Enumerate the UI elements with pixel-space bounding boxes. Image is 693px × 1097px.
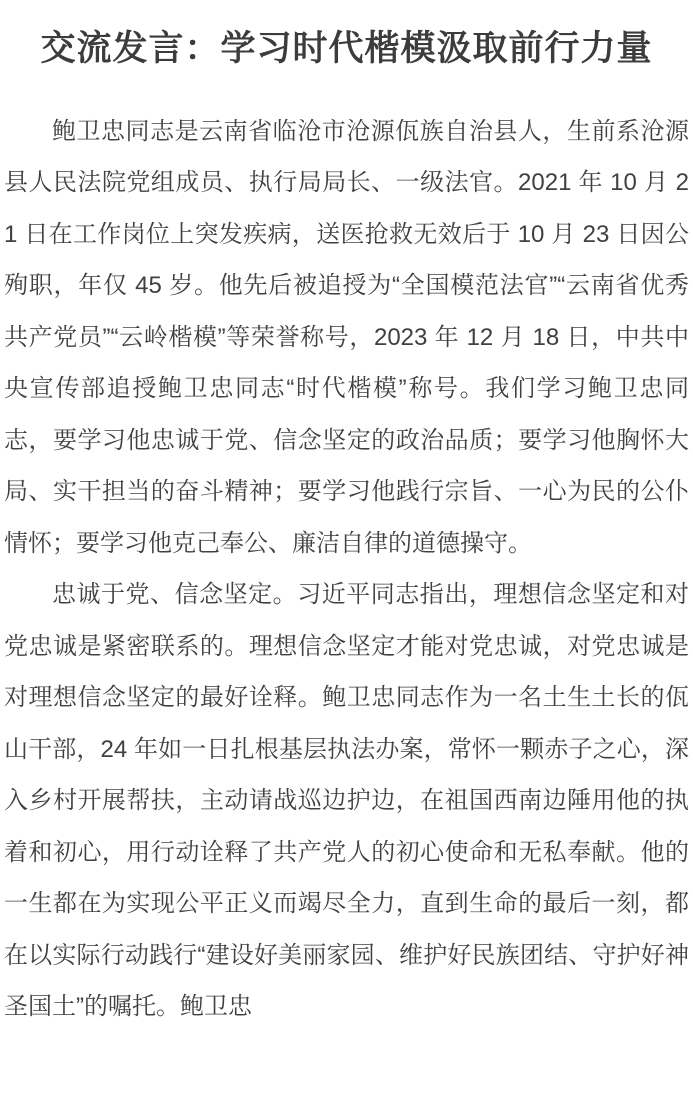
paragraph-intro: 鲍卫忠同志是云南省临沧市沧源佤族自治县人，生前系沧源县人民法院党组成员、执行局局长、一级法官。2021 年 10 月 21 日在工作岗位上突发疾病，送医抢救无效后于 10 月 23 日因公殉职，年仅 45 岁。他先后被追授为“全国模范法官”“云南省优秀共产党员”“云岭楷模”等荣誉称号，2023 年 12 月 18 日，中共中央宣传部追授鲍卫忠同志“时代楷模”称号。我们学习鲍卫忠同志，要学习他忠诚于党、信念坚定的政治品质；要学习他胸怀大局、实干担当的奋斗精神；要学习他践行宗旨、一心为民的公仆情怀；要学习他克己奉公、廉洁自律的道德操守。 — [4, 117, 689, 557]
document-title: 交流发言：学习时代楷模汲取前行力量 — [40, 29, 653, 68]
paragraph-loyalty: 忠诚于党、信念坚定。习近平同志指出，理想信念坚定和对党忠诚是紧密联系的。理想信念坚定才能对党忠诚，对党忠诚是对理想信念坚定的最好诠释。鲍卫忠同志作为一名土生土长的佤山干部，24 年如一日扎根基层执法办案，常怀一颗赤子之心，深入乡村开展帮扶，主动请战巡边护边，在祖国西南边陲用他的执着和初心，用行动诠释了共产党人的初心使命和无私奉献。他的一生都在为实现公平正义而竭尽全力，直到生命的最后一刻，都在以实际行动践行“建设好美丽家园、维护好民族团结、守护好神圣国土”的嘱托。鲍卫忠 — [4, 581, 689, 1020]
